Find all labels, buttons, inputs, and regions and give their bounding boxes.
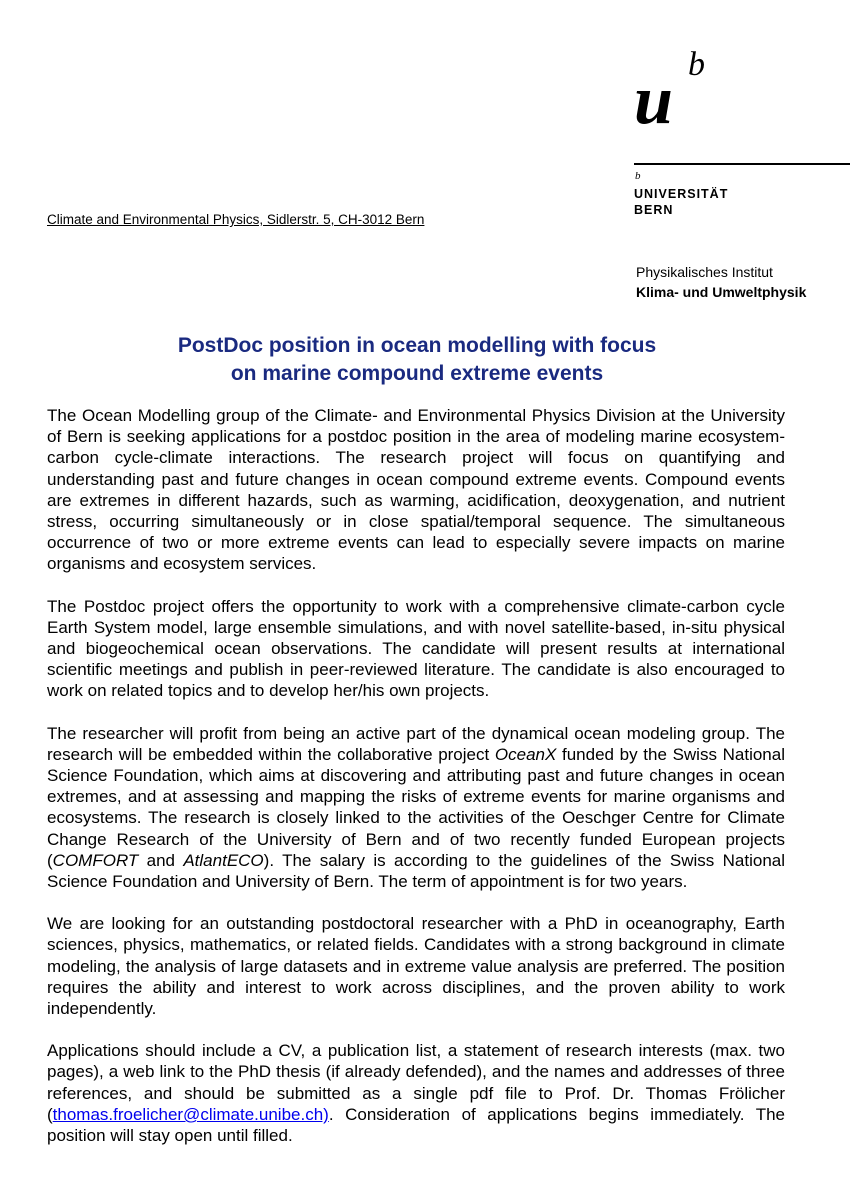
title-line-1: PostDoc position in ocean modelling with focus — [177, 334, 657, 357]
sender-address: Climate and Environmental Physics, Sidlerstr. 5, CH-3012 Bern — [47, 212, 425, 227]
title-line-2: on marine compound extreme events — [230, 362, 604, 385]
paragraph-text: ). The salary is according to the guidelines of the Swiss National Science Foundation and University of Bern. The term of appointment is for two years. — [47, 850, 786, 892]
institute-block — [636, 262, 806, 302]
paragraph-intro: The Ocean Modelling group of the Climate- and Environmental Physics Division at the University of Bern is seeking applications for a postdoc position in the area of modeling marine ecosystem-carbon cycle-climate interactions. The research project will focus on quantifying and understanding past and future changes in ocean compound extreme events. Compound events are extremes in different hazards, such as warming, acidification, deoxygenation, and nutrient stress, occurring simultaneously or in close spatial/temporal sequence. The simultaneous occurrence of two or more extreme events can lead to especially severe impacts on marine organisms and ecosystem services. — [47, 406, 785, 574]
paragraph-application — [47, 1040, 785, 1146]
contact-email-link[interactable]: thomas.froelicher@climate.unibe.ch) — [52, 1104, 329, 1124]
page-title — [47, 332, 787, 388]
university-name-line1: UNIVERSITÄT — [634, 187, 729, 201]
paragraph-requirements: We are looking for an outstanding postdoctoral researcher with a PhD in oceanography, Earth sciences, physics, mathematics, or related fields. Candidates with a strong background in climate modeling, the analysis of large datasets and in extreme value analysis are preferred. The position requires the ability and interest to work across disciplines, and the proven ability to work independently. — [47, 914, 785, 1019]
paragraph-text: The researcher will profit from being an active part of the dynamical ocean modeling group. The research will be embedded within the collaborative project — [47, 723, 785, 764]
university-superscript: b — [635, 170, 641, 182]
logo-superscript-b: b — [688, 46, 705, 83]
paragraph-project: The Postdoc project offers the opportunity to work with a comprehensive climate-carbon cycle Earth System model, large ensemble simulations, and with novel satellite-based, in-situ physical and biogeochemical ocean observations. The candidate will present results at international scientific meetings and publish in peer-reviewed literature. The candidate is also encouraged to work on related topics and to develop her/his own projects. — [47, 596, 785, 701]
logo-letter-u: u — [634, 62, 673, 139]
paragraph-text: funded by the Swiss National Science Foundation, which aims at discovering and attributing past and future changes in ocean extremes, and at assessing and mapping the risks of extreme events for marine organisms and ecosystems. The research is closely linked to the activities of the Oeschger Centre for Climate Change Research of the University of Bern and of two recently funded European projects ( — [47, 744, 785, 870]
project-name-oceanx: OceanX — [494, 744, 557, 764]
university-name-line2: BERN — [634, 203, 674, 217]
division-name: Klima- und Umweltphysik — [636, 284, 807, 300]
paragraph-text: . Consideration of applications begins immediately. The position will stay open until filled. — [47, 1104, 785, 1146]
document-body — [47, 405, 785, 1167]
project-name-atlanteco: AtlantECO — [183, 850, 264, 870]
university-name — [634, 186, 728, 218]
paragraph-text: Applications should include a CV, a publication list, a statement of research interests (max. two pages), a web link to the PhD thesis (if already defended), and the names and addresses of three references, and should be submitted as a single pdf file to Prof. Dr. Thomas Frölicher ( — [47, 1041, 785, 1124]
logo-divider — [634, 163, 850, 165]
project-name-comfort: COMFORT — [52, 850, 139, 870]
paragraph-embedding — [47, 723, 785, 893]
institute-name: Physikalisches Institut — [636, 264, 773, 280]
paragraph-text: and — [138, 850, 184, 870]
